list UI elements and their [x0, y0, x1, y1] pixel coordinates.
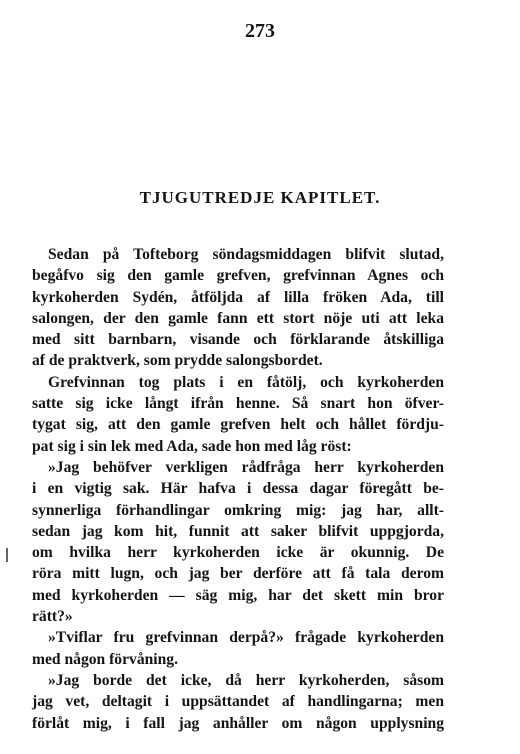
text-line: »Jag behöfver verkligen rådfråga herr kyrkoherden [48, 458, 444, 476]
text-line: Sedan på Tofteborg söndagsmiddagen blifvit slutad, [48, 246, 444, 263]
text-line: med kyrkoherden — säg mig, har det skett min bror [32, 586, 444, 604]
chapter-title: TJUGUTREDJE KAPITLET. [139, 188, 381, 207]
text-line: i en vigtig sak. Här hafva i dessa dagar föregått be- [32, 480, 444, 498]
page-number: 273 [245, 20, 275, 42]
text-line: tygat sig, att den gamle grefven helt och hållet fördju- [32, 416, 444, 434]
text-line: salongen, der den gamle fann ett stort nöje uti att leka [32, 309, 444, 327]
text-line: af de praktverk, som prydde salongsbordet. [32, 352, 323, 370]
body-text [32, 244, 444, 734]
text-line: förlåt mig, i fall jag anhåller om någon upplysning [32, 714, 444, 732]
text-line: »Jag borde det icke, då herr kyrkoherden, såsom [48, 671, 444, 689]
text-line: sedan jag kom hit, funnit att saker blifvit uppgjorda, [32, 522, 444, 540]
text-line: pat sig i sin lek med Ada, sade hon med låg röst: [32, 437, 352, 455]
text-line: om hvilka herr kyrkoherden icke är okunnig. De [32, 544, 444, 562]
text-line: Grefvinnan tog plats i en fåtölj, och kyrkoherden [48, 373, 444, 391]
text-line: jag vet, deltagit i uppsättandet af handlingarna; men [32, 693, 444, 711]
text-line: kyrkoherden Sydén, åtföljda af lilla fröken Ada, till [32, 288, 444, 306]
text-line: rätt?» [32, 608, 73, 626]
text-line: »Tviflar fru grefvinnan derpå?» frågade kyrkoherden [48, 629, 444, 647]
text-line: röra mitt lugn, och jag ber derföre att få tala derom [32, 565, 444, 583]
text-line: med sitt barnbarn, visande och förklarande åtskilliga [32, 331, 444, 349]
text-line: med någon förvåning. [32, 650, 178, 668]
text-line: begåfvo sig den gamle grefven, grefvinnan Agnes och [32, 267, 444, 285]
text-line: synnerliga förhandlingar omkring mig: jag har, allt- [32, 501, 444, 519]
margin-mark [6, 548, 8, 562]
text-line: satte sig icke långt ifrån henne. Så snart hon öfver- [32, 395, 444, 413]
